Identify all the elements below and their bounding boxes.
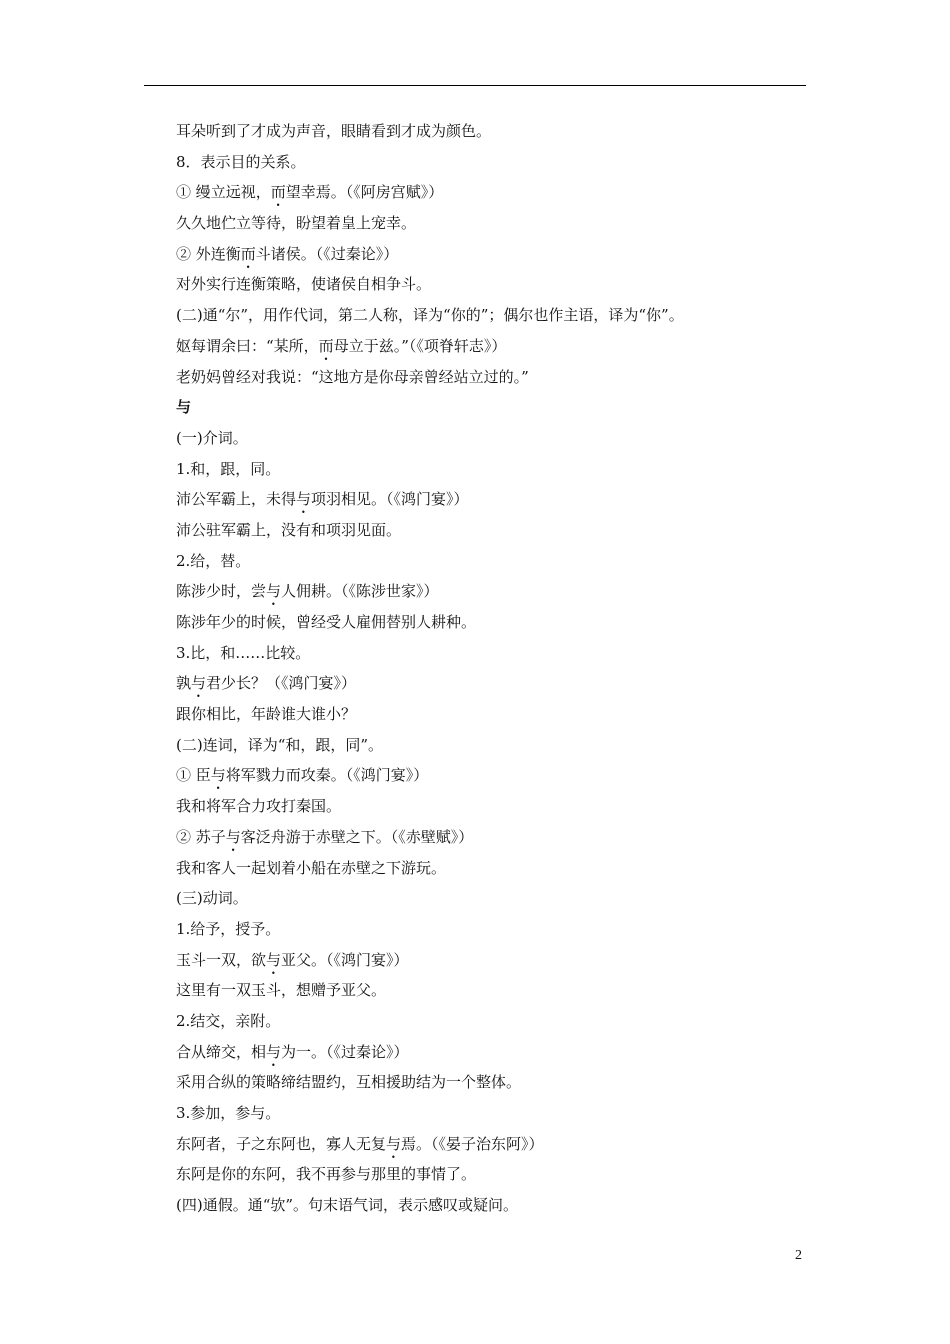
emphasized-character: 而	[270, 183, 286, 202]
text-line	[176, 239, 816, 270]
text-line: (三)动词。	[176, 889, 248, 908]
emphasized-character: 与	[266, 1042, 282, 1061]
line-text-before: 合从缔交，相	[176, 1042, 267, 1061]
text-line: 我和将军合力攻打秦国。	[176, 797, 342, 816]
line-text-after: 亚父。（《鸿门宴》）	[281, 950, 409, 969]
line-text-after: 项羽相见。（《鸿门宴》）	[311, 490, 469, 509]
text-line: (二)通“尔”，用作代词，第二人称，译为“你的”；偶尔也作主语，译为“你”。	[176, 306, 684, 325]
text-line: 8．表示目的关系。	[176, 152, 306, 171]
text-line	[176, 822, 816, 853]
emphasized-character: 与	[191, 674, 207, 693]
text-line: 东阿是你的东阿，我不再参与那里的事情了。	[176, 1165, 477, 1184]
line-text-after: 斗诸侯。（《过秦论》）	[255, 244, 399, 263]
text-line: 久久地伫立等待，盼望着皇上宠幸。	[176, 214, 417, 233]
document-body	[176, 116, 816, 1221]
text-line	[176, 484, 816, 515]
text-line	[176, 760, 816, 791]
text-line: 2.给，替。	[176, 551, 251, 570]
text-line: 2.结交，亲附。	[176, 1011, 281, 1030]
text-line: 对外实行连衡策略，使诸侯自相争斗。	[176, 275, 432, 294]
text-line: 我和客人一起划着小船在赤壁之下游玩。	[176, 858, 447, 877]
text-line: (二)连词，译为“和，跟，同”。	[176, 735, 384, 754]
emphasized-character: 而	[240, 244, 256, 263]
text-line	[176, 1129, 816, 1160]
line-text-after: 望幸焉。（《阿房宫赋》）	[285, 183, 444, 202]
line-text-before: 妪每谓余曰：“某所，	[176, 336, 319, 355]
section-heading: 与	[176, 398, 192, 417]
line-text-before: ① 臣	[176, 766, 211, 785]
text-line: 陈涉年少的时候，曾经受人雇佣替别人耕种。	[176, 613, 477, 631]
emphasized-character: 与	[225, 827, 241, 846]
text-line	[176, 331, 816, 362]
line-text-before: 东阿者，子之东阿也，寡人无复	[176, 1134, 387, 1153]
text-line: 这里有一双玉斗，想赠予亚父。	[176, 981, 387, 1000]
text-line: 3.参加，参与。	[176, 1104, 281, 1122]
text-line	[176, 668, 816, 699]
line-text-after: 人佣耕。（《陈涉世家》）	[281, 582, 439, 601]
line-text-after: 客泛舟游于赤壁之下。（《赤壁赋》）	[240, 827, 474, 846]
text-line: 3.比，和……比较。	[176, 643, 311, 662]
text-line	[176, 177, 816, 208]
emphasized-character: 而	[318, 336, 334, 355]
text-line: 沛公驻军霸上，没有和项羽见面。	[176, 520, 402, 539]
emphasized-character: 与	[210, 766, 226, 785]
header-rule	[144, 85, 806, 86]
emphasized-character: 与	[386, 1134, 402, 1153]
line-text-after: 将军戮力而攻秦。（《鸿门宴》）	[225, 766, 429, 785]
page-number: 2	[795, 1248, 802, 1263]
line-text-after: 母立于兹。”（《项脊轩志》）	[333, 336, 507, 355]
text-line: 耳朵听到了才成为声音，眼睛看到才成为颜色。	[176, 122, 492, 140]
text-line	[176, 1037, 816, 1068]
emphasized-character: 与	[296, 490, 312, 509]
line-text-before: 孰	[176, 674, 192, 693]
text-line: (四)通假。通“欤”。句末语气词，表示感叹或疑问。	[176, 1196, 519, 1215]
line-text-before: ② 外连衡	[176, 244, 241, 263]
text-line: 1.和，跟，同。	[176, 459, 281, 478]
line-text-before: ① 缦立远视，	[176, 183, 271, 202]
line-text-before: 陈涉少时，尝	[176, 582, 267, 601]
emphasized-character: 与	[266, 950, 282, 969]
text-line: (一)介词。	[176, 428, 248, 447]
line-text-before: ② 苏子	[176, 827, 226, 846]
line-text-before: 玉斗一双，欲	[176, 950, 267, 969]
line-text-after: 焉。（《晏子治东阿》）	[401, 1134, 544, 1153]
text-line	[176, 576, 816, 607]
text-line: 跟你相比，年龄谁大谁小？	[176, 705, 357, 724]
line-text-after: 君少长？（《鸿门宴》）	[206, 674, 357, 693]
text-line	[176, 945, 816, 976]
text-line: 老奶妈曾经对我说：“这地方是你母亲曾经站立过的。”	[176, 367, 529, 386]
text-line: 采用合纵的策略缔结盟约，互相援助结为一个整体。	[176, 1073, 522, 1092]
emphasized-character: 与	[266, 582, 282, 601]
line-text-before: 沛公军霸上，未得	[176, 490, 297, 509]
text-line: 1.给予，授予。	[176, 919, 281, 938]
line-text-after: 为一。（《过秦论》）	[281, 1042, 409, 1061]
